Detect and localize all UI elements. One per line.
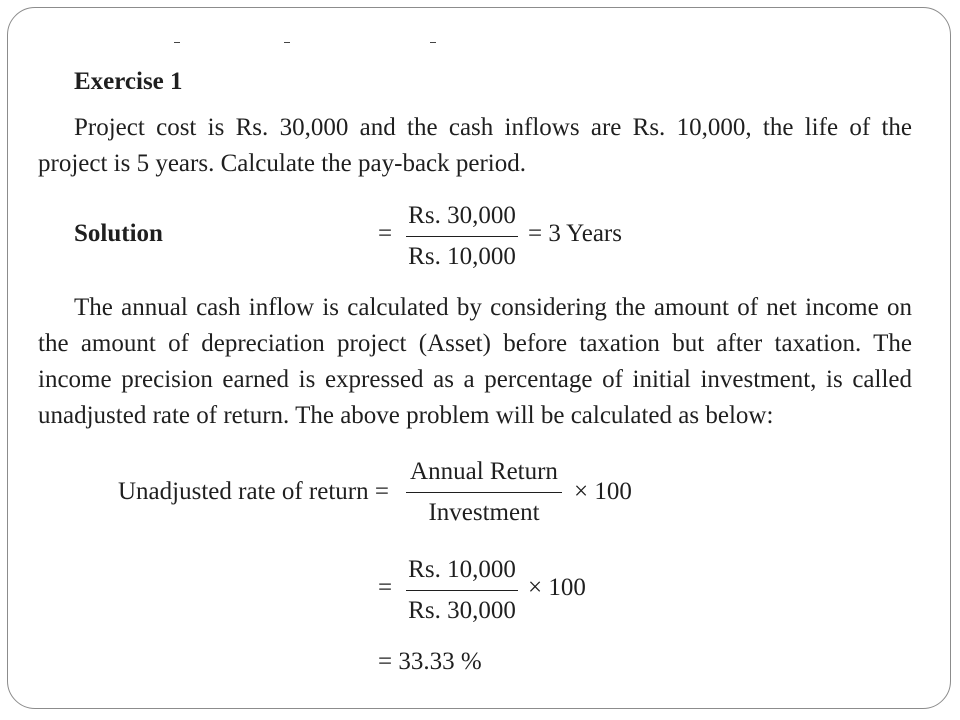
formula-multiplier: × 100 [574,478,632,505]
substitution-multiplier: × 100 [528,574,586,601]
explanation-paragraph: The annual cash inflow is calculated by considering the amount of net income on the amount of depreciation project (Asset) before taxation but after taxation. The income precision earned is expressed as a percentage of initial investment, is called unadjusted rate of return. The above problem will be calculated as below: [38,294,912,429]
solution-label: Solution [74,220,163,247]
final-result: = 33.33 % [378,648,482,675]
fraction-bar [406,590,518,591]
fraction-bar [406,492,562,493]
solution-equals: = [378,220,393,247]
solution-numerator: Rs. 30,000 [408,202,516,229]
formula-denominator: Investment [428,499,540,526]
solution-equation [38,198,918,278]
solution-fraction [406,198,518,275]
substitution-numerator: Rs. 10,000 [408,556,516,583]
exercise-heading: Exercise 1 [74,68,183,95]
solution-denominator: Rs. 10,000 [408,243,516,270]
problem-statement: Project cost is Rs. 30,000 and the cash inflows are Rs. 10,000, the life of the project is 5 years. Calculate the pay-back period. [38,114,912,177]
solution-result: = 3 Years [528,220,622,247]
formula-fraction [406,454,562,531]
substitution-equals: = [378,574,393,601]
formula-numerator: Annual Return [410,458,558,485]
formula-label: Unadjusted rate of return = [118,478,389,505]
unadjusted-rate-formula [38,454,918,534]
document-content [38,40,918,700]
cropped-text-fragment [38,40,918,44]
fraction-bar [406,236,518,237]
substitution-denominator: Rs. 30,000 [408,597,516,624]
substitution-fraction [406,552,518,629]
substitution-equation [38,552,918,632]
